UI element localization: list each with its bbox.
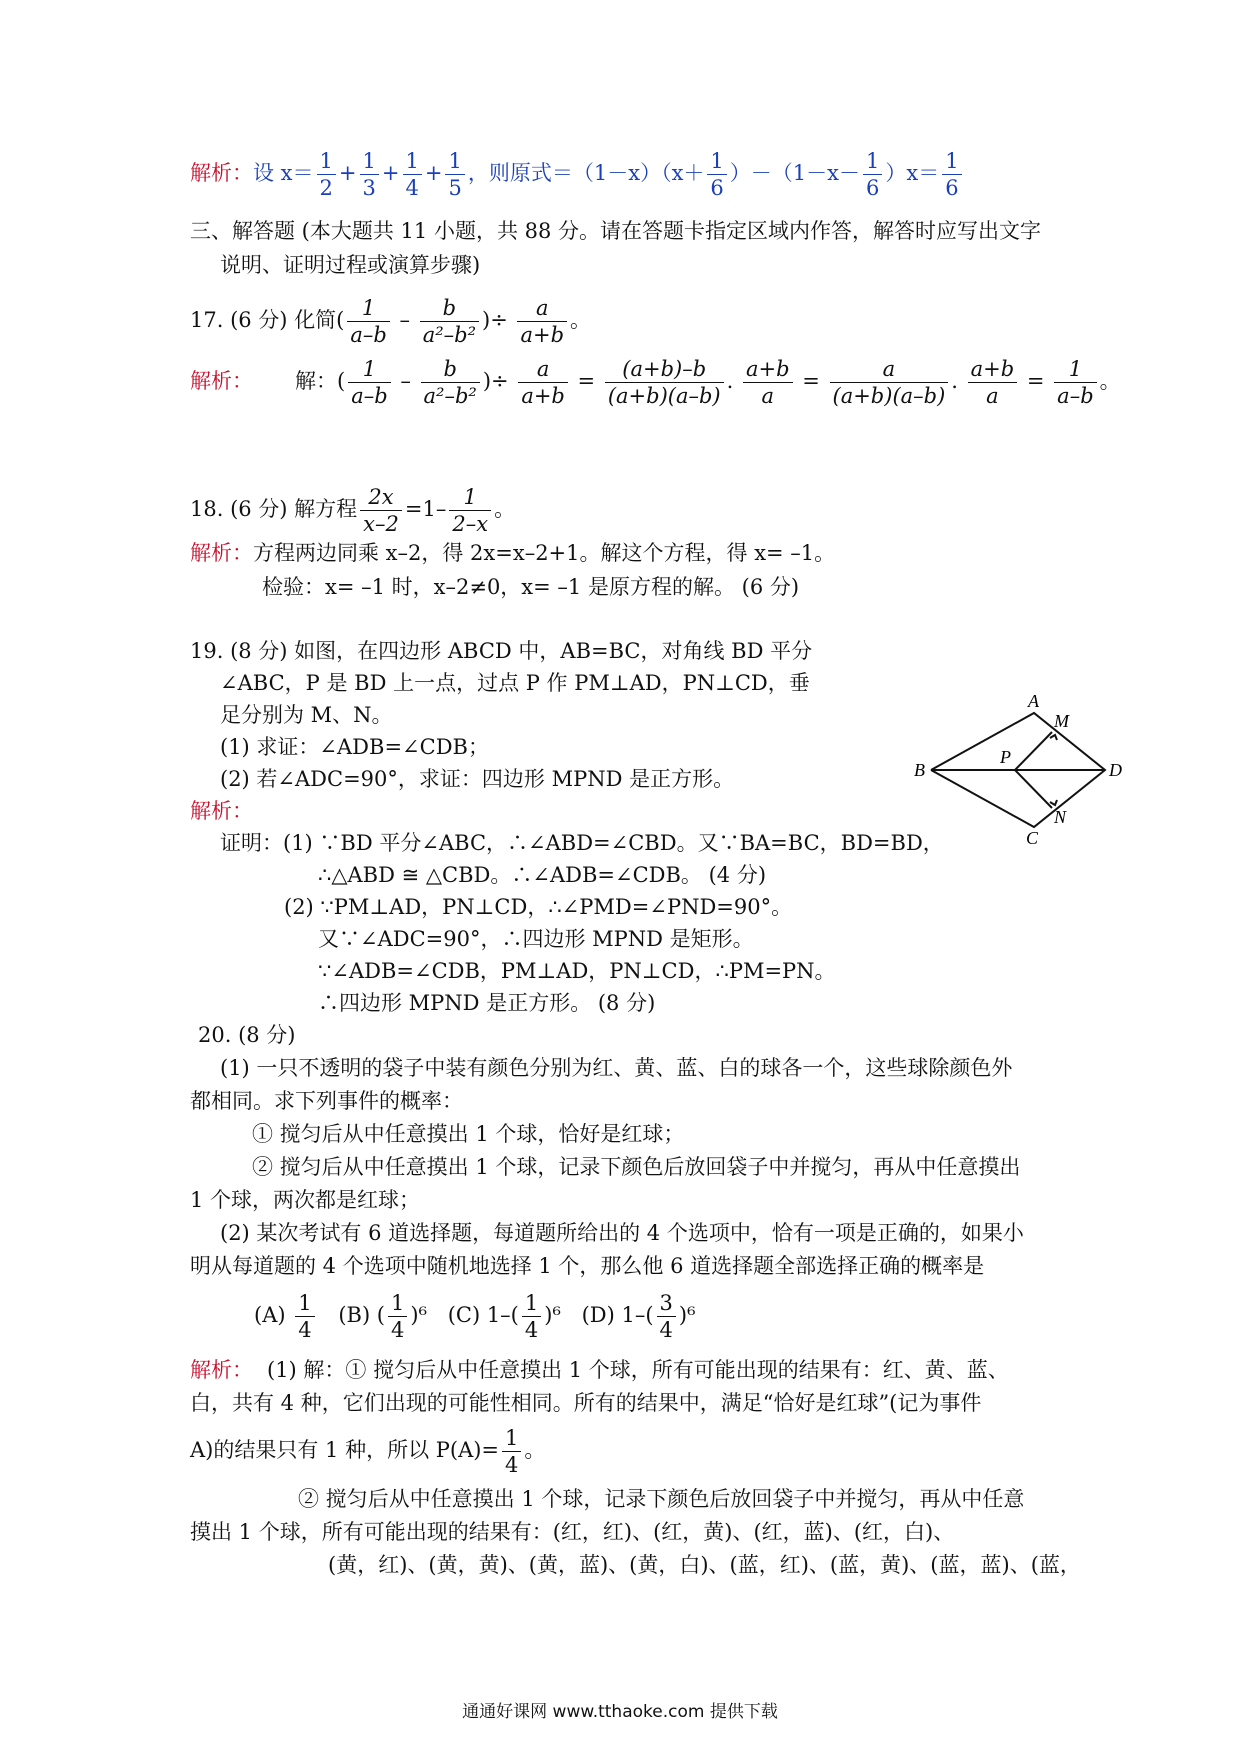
analysis-text: ，则原式＝（1－x）（x＋: [467, 161, 705, 185]
label-n: N: [1054, 807, 1067, 827]
q20-analysis: 白，共有 4 种，它们出现的可能性相同。所有的结果中，满足“恰好是红球”(记为事件: [190, 1391, 982, 1415]
q20-text: 明从每道题的 4 个选项中随机地选择 1 个，那么他 6 道选择题全部选择正确的概率是: [190, 1254, 985, 1278]
segment-pm: [1015, 732, 1052, 770]
option-a: (A): [254, 1303, 286, 1327]
q20-text: 1 个球，两次都是红球；: [190, 1188, 421, 1212]
q20-head: 20. (8 分): [198, 1023, 296, 1047]
analysis-label: 解析：: [190, 161, 253, 185]
label-a: A: [1028, 691, 1039, 711]
section-heading-cont: 说明、证明过程或演算步骤): [220, 253, 481, 277]
label-b: B: [914, 760, 925, 780]
analysis-label: 解析：: [190, 541, 253, 565]
right-angle-m: [1050, 735, 1057, 740]
q20-item: ② 搅匀后从中任意摸出 1 个球，记录下颜色后放回袋子中并搅匀，再从中任意摸出: [252, 1155, 1021, 1179]
q20-analysis: 摸出 1 个球，所有可能出现的结果有：(红，红)、(红，黄)、(红，蓝)、(红，白)、: [190, 1520, 955, 1544]
q20-options: (A) $\frac{1}{4}$ (B) ( $\frac{1}{4}$ )⁶ (C) 1–( $\frac{1}{4}$ )⁶ (D) 1–( $\frac{3}{4}$ )⁶: [254, 1291, 696, 1342]
label-m: M: [1054, 711, 1069, 731]
analysis-text: 设 x＝: [253, 161, 314, 185]
q19-part2: (2) 若∠ADC=90°，求证：四边形 MPND 是正方形。: [220, 767, 735, 791]
q19-stem: 足分别为 M、N。: [220, 703, 393, 727]
label-c: C: [1026, 828, 1039, 848]
right-angle-n: [1050, 800, 1057, 805]
q20-item: ① 搅匀后从中任意摸出 1 个球，恰好是红球；: [252, 1122, 685, 1146]
fraction: $\frac{1}{4}$: [403, 148, 422, 201]
q19-figure: [900, 690, 1130, 850]
q20-text: 都相同。求下列事件的概率：: [190, 1089, 463, 1113]
fraction: $\frac{1}{6}$: [707, 148, 726, 201]
analysis-label: 解析：: [190, 799, 253, 823]
q19-proof: (2) ∵PM⊥AD，PN⊥CD，∴∠PMD=∠PND=90°。: [284, 895, 793, 919]
fraction: $\frac{1}{2}$: [317, 148, 336, 201]
q20-text: (1) 一只不透明的袋子中装有颜色分别为红、黄、蓝、白的球各一个，这些球除颜色外: [220, 1056, 1013, 1080]
fraction: $\frac{1}{5}$: [445, 148, 464, 201]
q18-solution: 解析：方程两边同乘 x–2，得 2x=x–2+1。解这个方程，得 x= –1。: [190, 541, 836, 565]
q20-analysis: ② 搅匀后从中任意摸出 1 个球，记录下颜色后放回袋子中并搅匀，再从中任意: [298, 1487, 1025, 1511]
q20-analysis: 解析： (1) 解：① 搅匀后从中任意摸出 1 个球，所有可能出现的结果有：红、黄、蓝、: [190, 1358, 1009, 1382]
q19-proof: ∵∠ADB=∠CDB，PM⊥AD，PN⊥CD，∴PM=PN。: [318, 959, 836, 983]
fraction: $\frac{1}{6}$: [942, 148, 961, 201]
fraction: $\frac{1}{6}$: [863, 148, 882, 201]
q16-analysis: 解析：设 x＝ $\frac{1}{2}$ + $\frac{1}{3}$ + $\frac{1}{4}$ + $\frac{1}{5}$ ，则原式＝（1－x）（x＋ $\frac{1}{6}$ ）－（1－x－ $\frac{1}{6}$ ）x＝ $\frac{1}{6}$: [190, 148, 965, 201]
analysis-text: ）－（1－x－: [729, 161, 860, 185]
q19-proof: 又∵∠ADC=90°，∴四边形 MPND 是矩形。: [318, 927, 754, 951]
label-p: P: [1000, 747, 1011, 767]
analysis-label: 解析：: [190, 1358, 253, 1382]
q19-stem: ∠ABC，P 是 BD 上一点，过点 P 作 PM⊥AD，PN⊥CD，垂: [220, 671, 810, 695]
label-d: D: [1109, 760, 1122, 780]
q18-stem: 18. (6 分) 解方程 $\frac{2x}{x-2}$ =1– $\frac{1}{2-x}$ 。: [190, 485, 516, 536]
q20-analysis: (黄，红)、(黄，黄)、(黄，蓝)、(黄，白)、(蓝，红)、(蓝，黄)、(蓝，蓝)、(蓝，: [328, 1553, 1081, 1577]
q17-solution: 解析： 解：( $\frac{1}{a-b}$ – $\frac{b}{\text{a²–b²}}$ )÷ $\frac{a}{a+b}$ = $\frac{(a+b)-b}{(a+b)(a-b)}$ . $\frac{a+b}{a}$ = $\frac{a}{(a+b)(a-b)}$ . $\frac{a+b}{a}$ = $\frac{1}{a-b}$ 。: [190, 357, 1121, 408]
q18-check: 检验：x= –1 时，x–2≠0，x= –1 是原方程的解。 (6 分): [262, 575, 800, 599]
q19-part1: (1) 求证：∠ADB=∠CDB；: [220, 735, 489, 759]
section-heading: 三、解答题 (本大题共 11 小题，共 88 分。请在答题卡指定区域内作答，解答时应写出文字: [190, 219, 1042, 243]
q19-proof: ∴四边形 MPND 是正方形。 (8 分): [318, 991, 656, 1015]
q19-proof: ∴△ABD ≅ △CBD。∴∠ADB=∠CDB。 (4 分): [318, 863, 767, 887]
q19-stem: 19. (8 分) 如图，在四边形 ABCD 中，AB=BC，对角线 BD 平分: [190, 639, 813, 663]
option-b: (B) (: [338, 1303, 385, 1327]
option-d: (D) 1–(: [581, 1303, 654, 1327]
option-c: (C) 1–(: [447, 1303, 519, 1327]
q20-analysis: A)的结果只有 1 种，所以 P(A)= $\frac{1}{4}$ 。: [190, 1426, 546, 1477]
analysis-label: 解析：: [190, 369, 253, 393]
segment-pn: [1015, 770, 1052, 808]
analysis-text: ）x＝: [885, 161, 940, 185]
page-footer: 通通好课网 www.tthaoke.com 提供下载: [462, 1702, 778, 1722]
q20-text: (2) 某次考试有 6 道选择题，每道题所给出的 4 个选项中，恰有一项是正确的，如果小: [220, 1221, 1024, 1245]
q19-proof: 证明：(1) ∵BD 平分∠ABC，∴∠ABD=∠CBD。又∵BA=BC，BD=BD，: [220, 831, 944, 855]
fraction: $\frac{1}{3}$: [360, 148, 379, 201]
q17-stem: 17. (6 分) 化简( $\frac{1}{a-b}$ – $\frac{b}{\text{a²–b²}}$ )÷ $\frac{a}{a+b}$ 。: [190, 296, 592, 347]
